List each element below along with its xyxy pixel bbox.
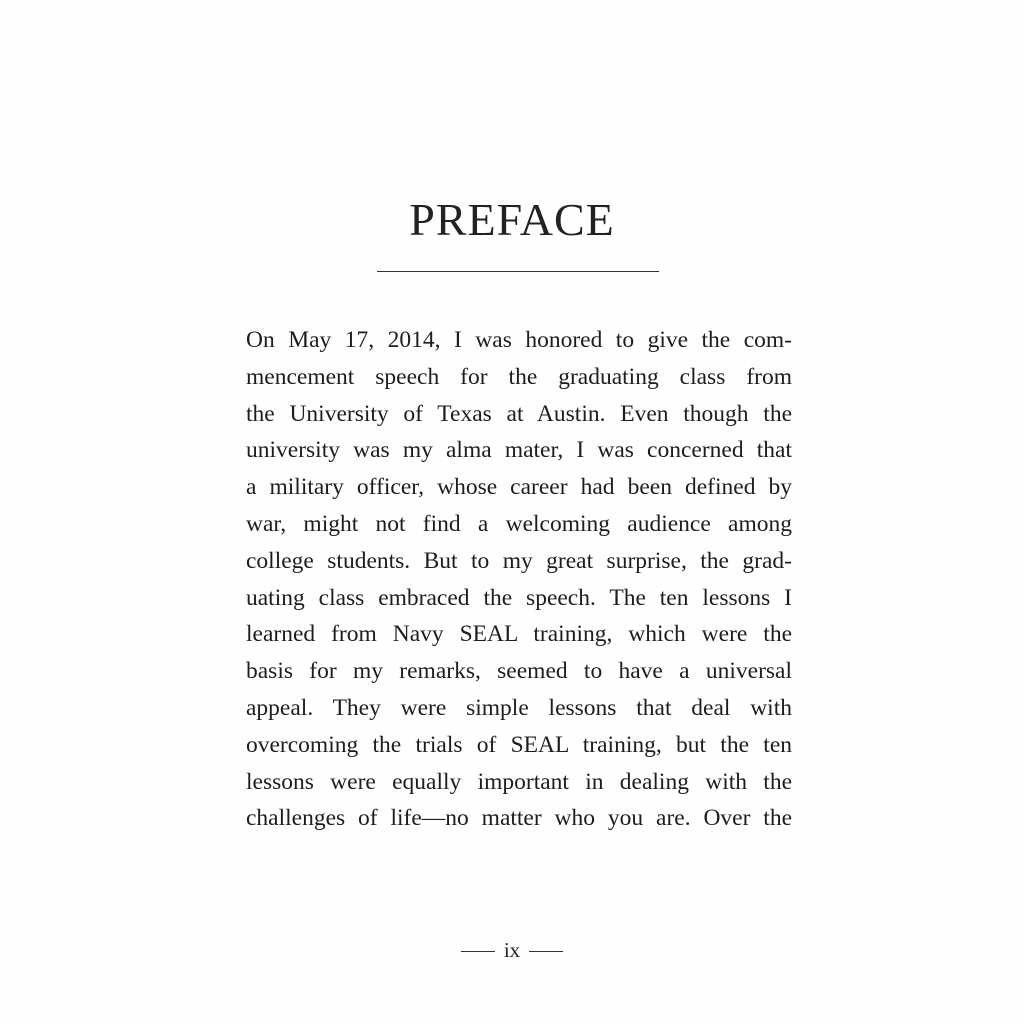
paragraph-line: university was my alma mater, I was concerned that	[246, 437, 792, 464]
paragraph-line: mencement speech for the graduating class from	[246, 363, 792, 390]
paragraph-line: challenges of life—no matter who you are. Over the	[246, 805, 792, 832]
paragraph-line: basis for my remarks, seemed to have a universal	[246, 658, 792, 685]
paragraph-line: the University of Texas at Austin. Even though the	[246, 400, 792, 427]
page-number: ix	[503, 938, 521, 962]
paragraph-line: On May 17, 2014, I was honored to give the com-	[246, 327, 792, 353]
preface-paragraph	[246, 322, 792, 837]
paragraph-line: learned from Navy SEAL training, which were the	[246, 621, 792, 648]
page-folio	[0, 936, 1024, 964]
folio-left-dash	[461, 951, 495, 952]
chapter-heading: PREFACE	[409, 194, 615, 245]
paragraph-line: overcoming the trials of SEAL training, but the ten	[246, 731, 792, 758]
paragraph-line: appeal. They were simple lessons that deal with	[246, 694, 792, 721]
paragraph-line: war, might not find a welcoming audience among	[246, 510, 792, 537]
heading-underline-rule	[377, 271, 659, 272]
folio-right-dash	[529, 951, 563, 952]
paragraph-line: lessons were equally important in dealing with the	[246, 768, 792, 795]
paragraph-line: uating class embraced the speech. The ten lessons I	[246, 584, 792, 611]
paragraph-line: a military officer, whose career had been defined by	[246, 474, 792, 501]
paragraph-line: college students. But to my great surprise, the grad-	[246, 547, 792, 574]
